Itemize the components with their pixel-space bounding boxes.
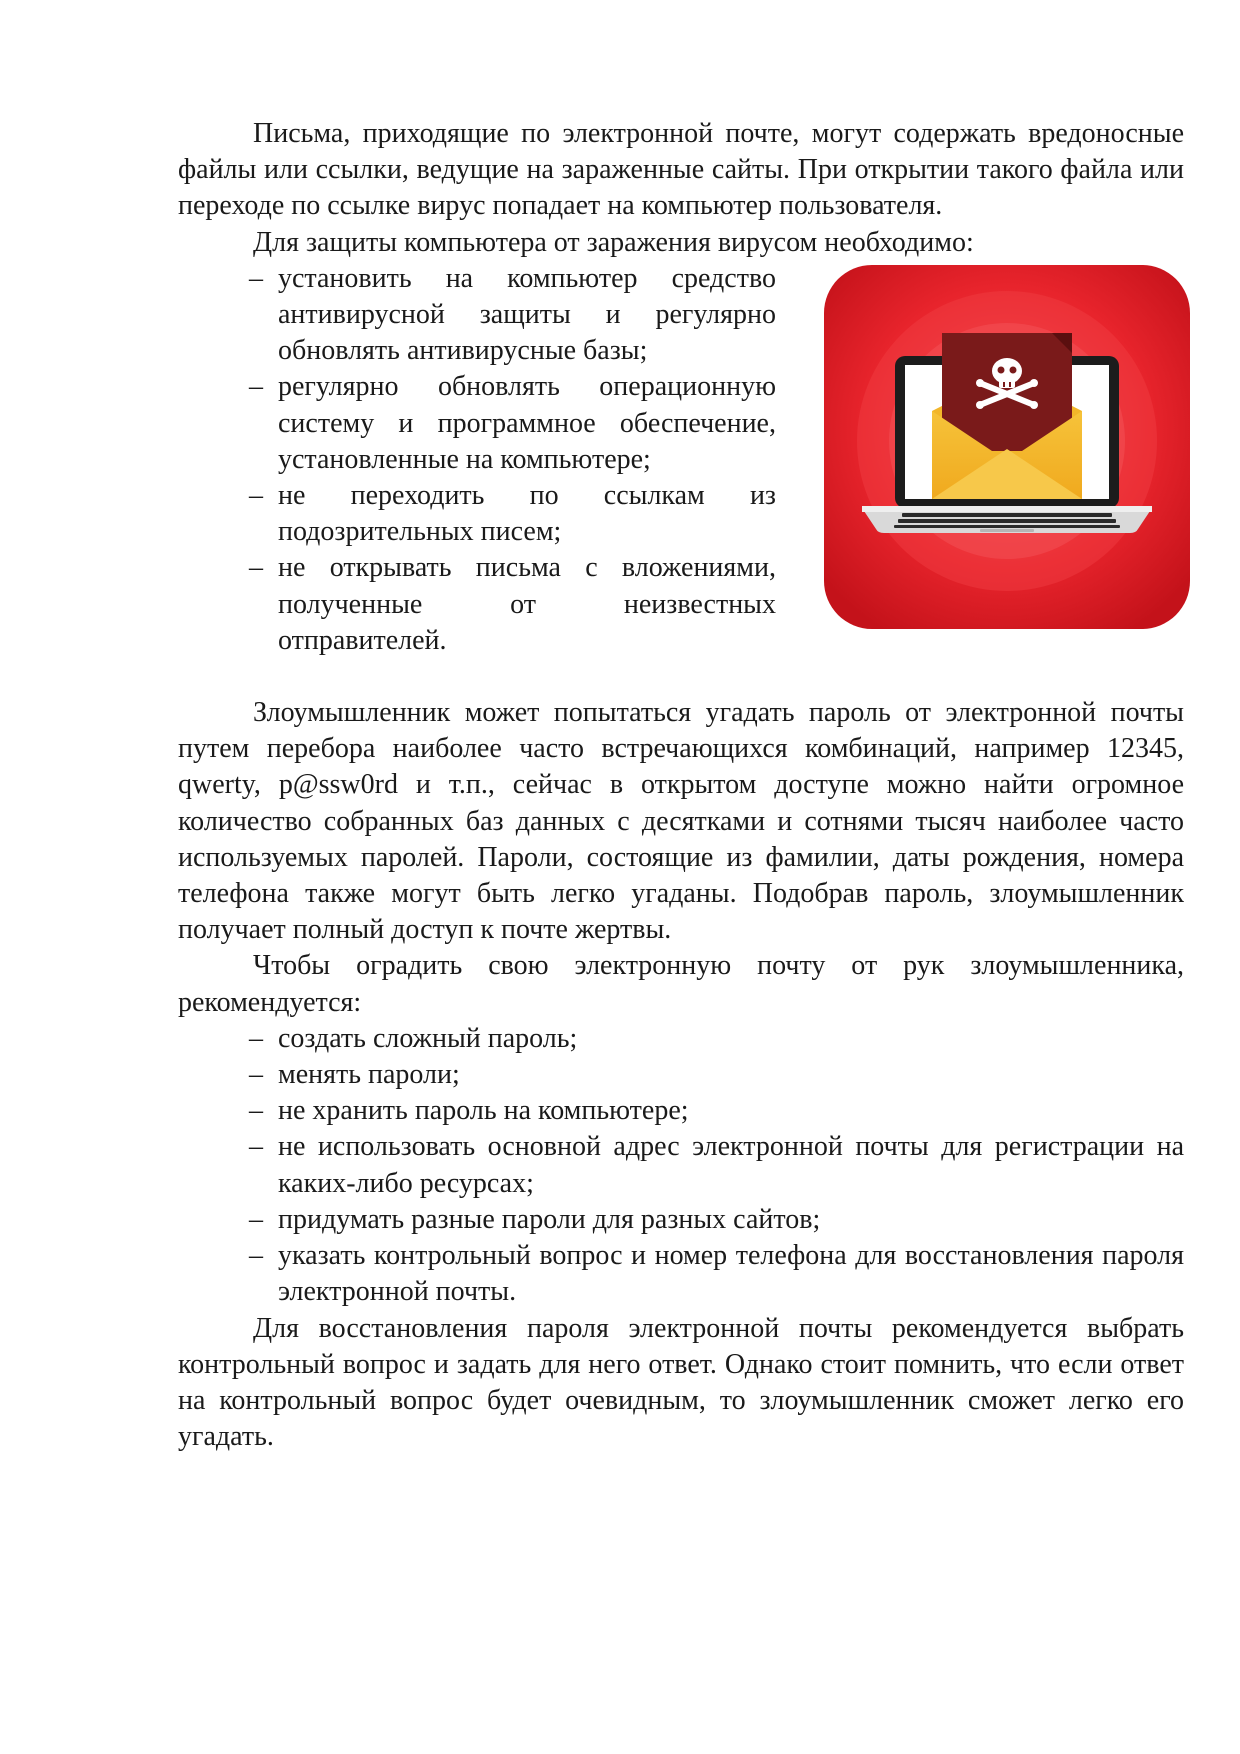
list-item-text: указать контрольный вопрос и номер телефона для восстановления пароля электронной почты. — [278, 1240, 1184, 1308]
list-item-text: не открывать письма с вложениями, полученные от неизвестных отправителей. — [278, 552, 776, 656]
section-gap — [178, 659, 1184, 695]
document-page — [178, 116, 1184, 1455]
list-item-text: установить на компьютер средство антивирусной защиты и регулярно обновлять антивирусные базы; — [278, 262, 776, 367]
intro-paragraph: Письма, приходящие по электронной почте, могут содержать вредоносные файлы или ссылки, ведущие на зараженные сайты. При открытии такого файла или переходе по ссылке вирус попадает на компьютер пользователя. — [178, 118, 1184, 222]
list-item-text: создать сложный пароль; — [278, 1022, 578, 1054]
list-item — [178, 1238, 1184, 1310]
list-item — [178, 369, 776, 478]
list-item — [178, 1021, 1184, 1057]
laptop-malicious-email-icon — [820, 261, 1194, 633]
dash-marker: – — [249, 1131, 263, 1163]
list-item-text: придумать разные пароли для разных сайтов; — [278, 1203, 821, 1235]
dash-marker: – — [249, 1240, 263, 1272]
list-item — [178, 261, 776, 370]
protection-list — [178, 261, 776, 659]
list-item — [178, 1202, 1184, 1238]
dash-marker: – — [249, 480, 263, 512]
dash-marker: – — [249, 1022, 263, 1054]
dash-marker: – — [249, 1203, 263, 1235]
list-item-text: регулярно обновлять операционную систему и программное обеспечение, установленные на компьютере; — [278, 371, 776, 475]
list-item — [178, 478, 776, 550]
protection-heading: Для защиты компьютера от заражения вирусом необходимо: — [253, 226, 974, 258]
dash-marker: – — [249, 371, 263, 403]
dash-marker: – — [249, 552, 263, 584]
list-item — [178, 1057, 1184, 1093]
list-item-text: не переходить по ссылкам из подозрительных писем; — [278, 480, 776, 548]
list-item-text: не хранить пароль на компьютере; — [278, 1095, 689, 1127]
dash-marker: – — [249, 1059, 263, 1091]
list-item-text: не использовать основной адрес электронной почты для регистрации на каких-либо ресурсах; — [278, 1131, 1184, 1199]
list-item — [178, 1129, 1184, 1201]
recommend-heading: Чтобы оградить свою электронную почту от рук злоумышленника, рекомендуется: — [178, 950, 1184, 1018]
list-item-text: менять пароли; — [278, 1059, 460, 1091]
protection-section — [178, 261, 1184, 659]
recovery-paragraph: Для восстановления пароля электронной почты рекомендуется выбрать контрольный вопрос и задать для него ответ. Однако стоит помнить, что если ответ на контрольный вопрос будет очевидным, то злоумышленник сможет легко его угадать. — [178, 1312, 1184, 1453]
dash-marker: – — [249, 1095, 263, 1127]
password-paragraph: Злоумышленник может попытаться угадать пароль от электронной почты путем перебора наиболее часто встречающихся комбинаций, например 12345, qwerty, p@ssw0rd и т.п., сейчас в открытом доступе можно найти огромное количество собранных баз данных с десятками и сотнями тысяч наиболее часто используемых паролей. Пароли, состоящие из фамилии, даты рождения, номера телефона также могут быть легко угаданы. Подобрав пароль, злоумышленник получает полный доступ к почте жертвы. — [178, 697, 1184, 946]
list-item — [178, 1093, 1184, 1129]
list-item — [178, 550, 776, 659]
dash-marker: – — [249, 262, 263, 294]
recommend-list — [178, 1021, 1184, 1311]
